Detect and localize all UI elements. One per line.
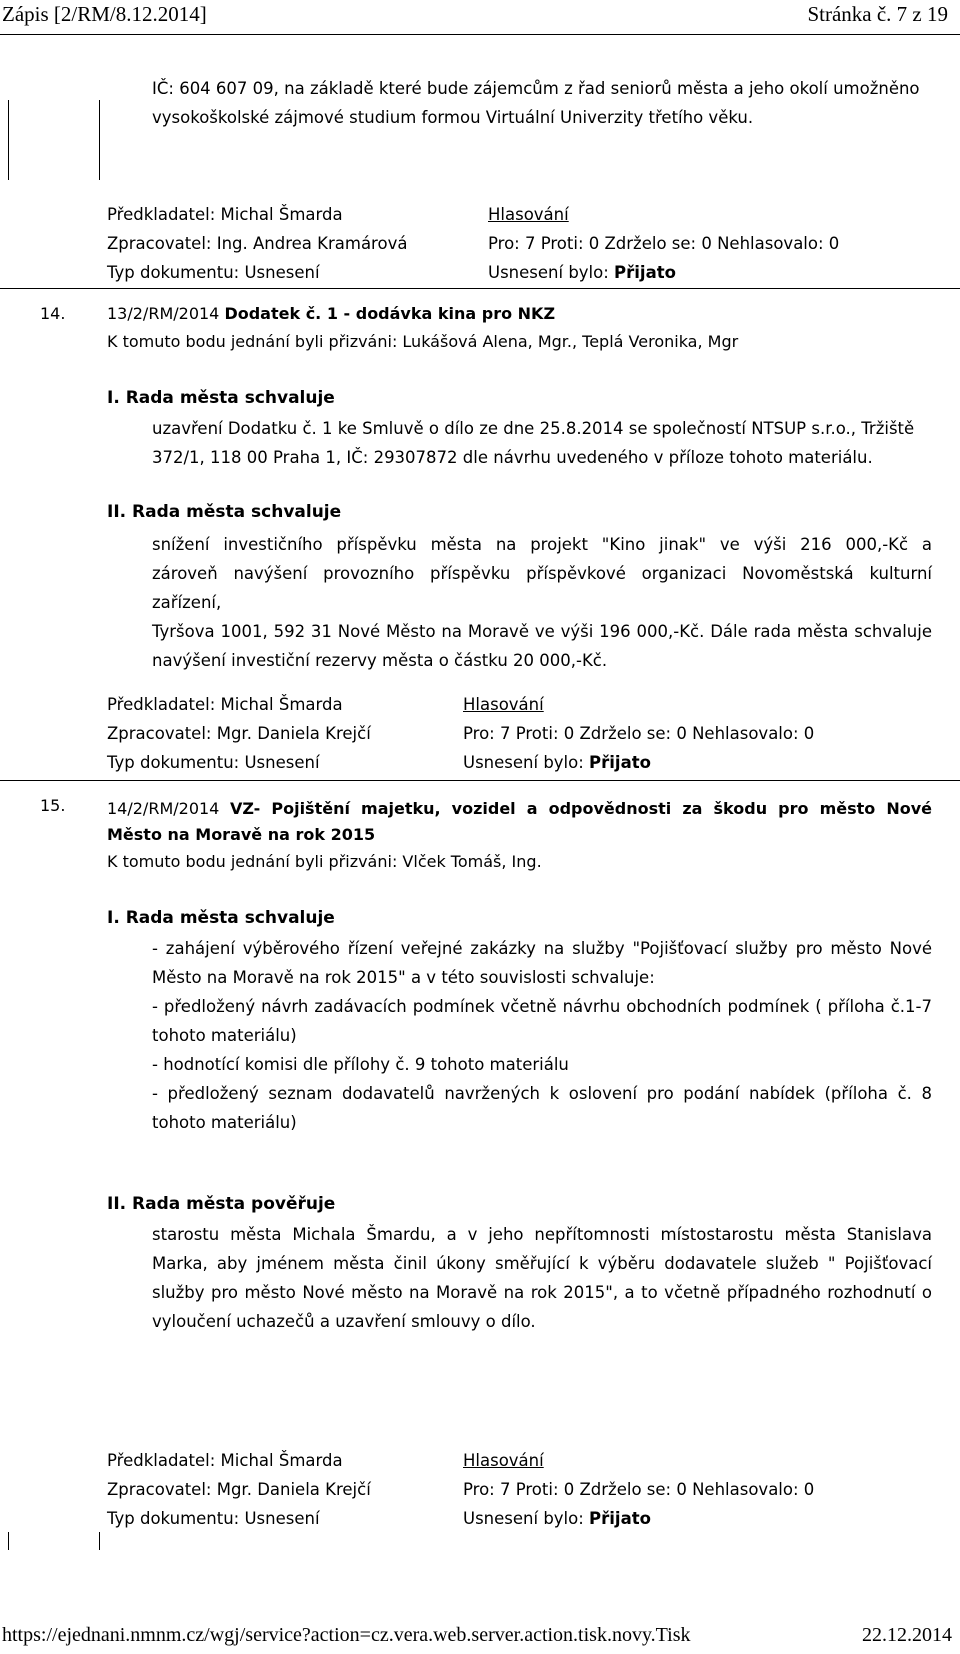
invited-persons: K tomuto bodu jednání byli přizváni: Vlček Tomáš, Ing. [107,852,542,871]
vote-counts: Pro: 7 Proti: 0 Zdrželo se: 0 Nehlasovalo: 0 [488,234,840,253]
resolution-heading: II. Rada města schvaluje [107,502,342,522]
item-number: 15. [40,796,66,815]
vote-result-label: Usnesení bylo: [463,753,590,772]
text-line: tohoto materiálu) [152,1026,297,1045]
vote-result-value: Přijato [589,1509,651,1528]
vote-result [488,258,676,287]
text-line: tohoto materiálu) [152,1113,297,1132]
item-code: 13/2/RM/2014 [107,304,220,323]
item-title-row [107,796,932,848]
text-line: Marka, aby jménem města činil úkony směřující k výběru dodavatele služeb " Pojišťovací [152,1254,932,1273]
section-rule [0,288,960,289]
text-line: - zahájení výběrového řízení veřejné zakázky na služby "Pojišťovací služby pro město Nové [152,939,932,958]
text-line: služby pro město Nové město na Moravě na rok 2015", a to včetně případného rozhodnutí o [152,1283,932,1302]
resolution-text [152,530,932,675]
border-line [8,1532,9,1550]
border-line [99,1532,100,1550]
item-number: 14. [40,304,66,323]
meta-block [107,1446,927,1533]
text-line: - předložený seznam dodavatelů navržených k oslovení pro podání nabídek (příloha č. 8 [152,1084,932,1103]
footer-date: 22.12.2014 [862,1624,952,1646]
resolution-heading: II. Rada města pověřuje [107,1194,336,1214]
resolution-text [152,934,932,1137]
doc-type: Typ dokumentu: Usnesení [107,1509,320,1528]
text-line: snížení investičního příspěvku města na projekt "Kino jinak" ve výši 216 000,-Kč a [152,535,932,554]
text-line: vysokoškolské zájmové studium formou Virtuální Univerzity třetího věku. [152,108,754,127]
processor: Zpracovatel: Ing. Andrea Kramárová [107,234,408,253]
invited-persons: K tomuto bodu jednání byli přizváni: Lukášová Alena, Mgr., Teplá Veronika, Mgr [107,332,739,351]
processor: Zpracovatel: Mgr. Daniela Krejčí [107,1480,371,1499]
header-rule [0,34,960,35]
proposer: Předkladatel: Michal Šmarda [107,205,343,224]
proposer: Předkladatel: Michal Šmarda [107,1451,343,1470]
header-title: Zápis [2/RM/8.12.2014] [2,2,207,26]
vote-counts: Pro: 7 Proti: 0 Zdrželo se: 0 Nehlasovalo: 0 [463,1480,815,1499]
doc-type: Typ dokumentu: Usnesení [107,753,320,772]
meta-block [107,200,927,287]
vote-result-label: Usnesení bylo: [463,1509,590,1528]
resolution-heading: I. Rada města schvaluje [107,388,335,408]
doc-type: Typ dokumentu: Usnesení [107,263,320,282]
border-line [8,100,9,180]
text-line: starostu města Michala Šmardu, a v jeho nepřítomnosti místostarostu města Stanislava [152,1225,932,1244]
vote-result [463,748,651,777]
text-line: uzavření Dodatku č. 1 ke Smluvě o dílo ze dne 25.8.2014 se společností NTSUP s.r.o., Tržiště [152,419,915,438]
text-line: Město na Moravě na rok 2015" a v této souvislosti schvaluje: [152,968,655,987]
item-code: 14/2/RM/2014 [107,799,220,818]
resolution-text [152,1220,932,1336]
text-line: zároveň navýšení provozního příspěvku příspěvkové organizaci Novoměstská kulturní zařízení, [152,564,932,612]
item-title-line: Město na Moravě na rok 2015 [107,825,376,844]
resolution-heading: I. Rada města schvaluje [107,908,335,928]
text-line: navýšení investiční rezervy města o částku 20 000,-Kč. [152,651,608,670]
item-title-row [107,304,555,324]
vote-result-value: Přijato [614,263,676,282]
vote-counts: Pro: 7 Proti: 0 Zdrželo se: 0 Nehlasovalo: 0 [463,724,815,743]
vote-heading: Hlasování [463,1451,544,1470]
resolution-text [152,414,915,472]
text-line: Tyršova 1001, 592 31 Nové Město na Moravě ve výši 196 000,-Kč. Dále rada města schvaluje [152,622,932,641]
item-title: Dodatek č. 1 - dodávka kina pro NKZ [224,304,556,323]
proposer: Předkladatel: Michal Šmarda [107,695,343,714]
vote-heading: Hlasování [463,695,544,714]
text-line: - předložený návrh zadávacích podmínek včetně návrhu obchodních podmínek ( příloha č.1-7 [152,997,932,1016]
text-line: IČ: 604 607 09, na základě které bude zájemcům z řad seniorů města a jeho okolí umožněno [152,79,920,98]
vote-result-value: Přijato [589,753,651,772]
vote-heading: Hlasování [488,205,569,224]
processor: Zpracovatel: Mgr. Daniela Krejčí [107,724,371,743]
intro-paragraph [152,74,932,132]
footer-url[interactable]: https://ejednani.nmnm.cz/wgj/service?action=cz.vera.web.server.action.tisk.novy.Tisk [2,1624,691,1646]
vote-result [463,1504,651,1533]
text-line: 372/1, 118 00 Praha 1, IČ: 29307872 dle návrhu uvedeného v příloze tohoto materiálu. [152,448,873,467]
border-line [99,100,100,180]
text-line: vyloučení uchazečů a uzavření smlouvy o dílo. [152,1312,536,1331]
meta-block [107,690,927,777]
section-rule [0,780,960,781]
vote-result-label: Usnesení bylo: [488,263,615,282]
text-line: - hodnotící komisi dle přílohy č. 9 tohoto materiálu [152,1055,569,1074]
item-title-line: VZ- Pojištění majetku, vozidel a odpovědnosti za škodu pro město Nové [229,799,932,818]
page-number: Stránka č. 7 z 19 [807,2,948,26]
